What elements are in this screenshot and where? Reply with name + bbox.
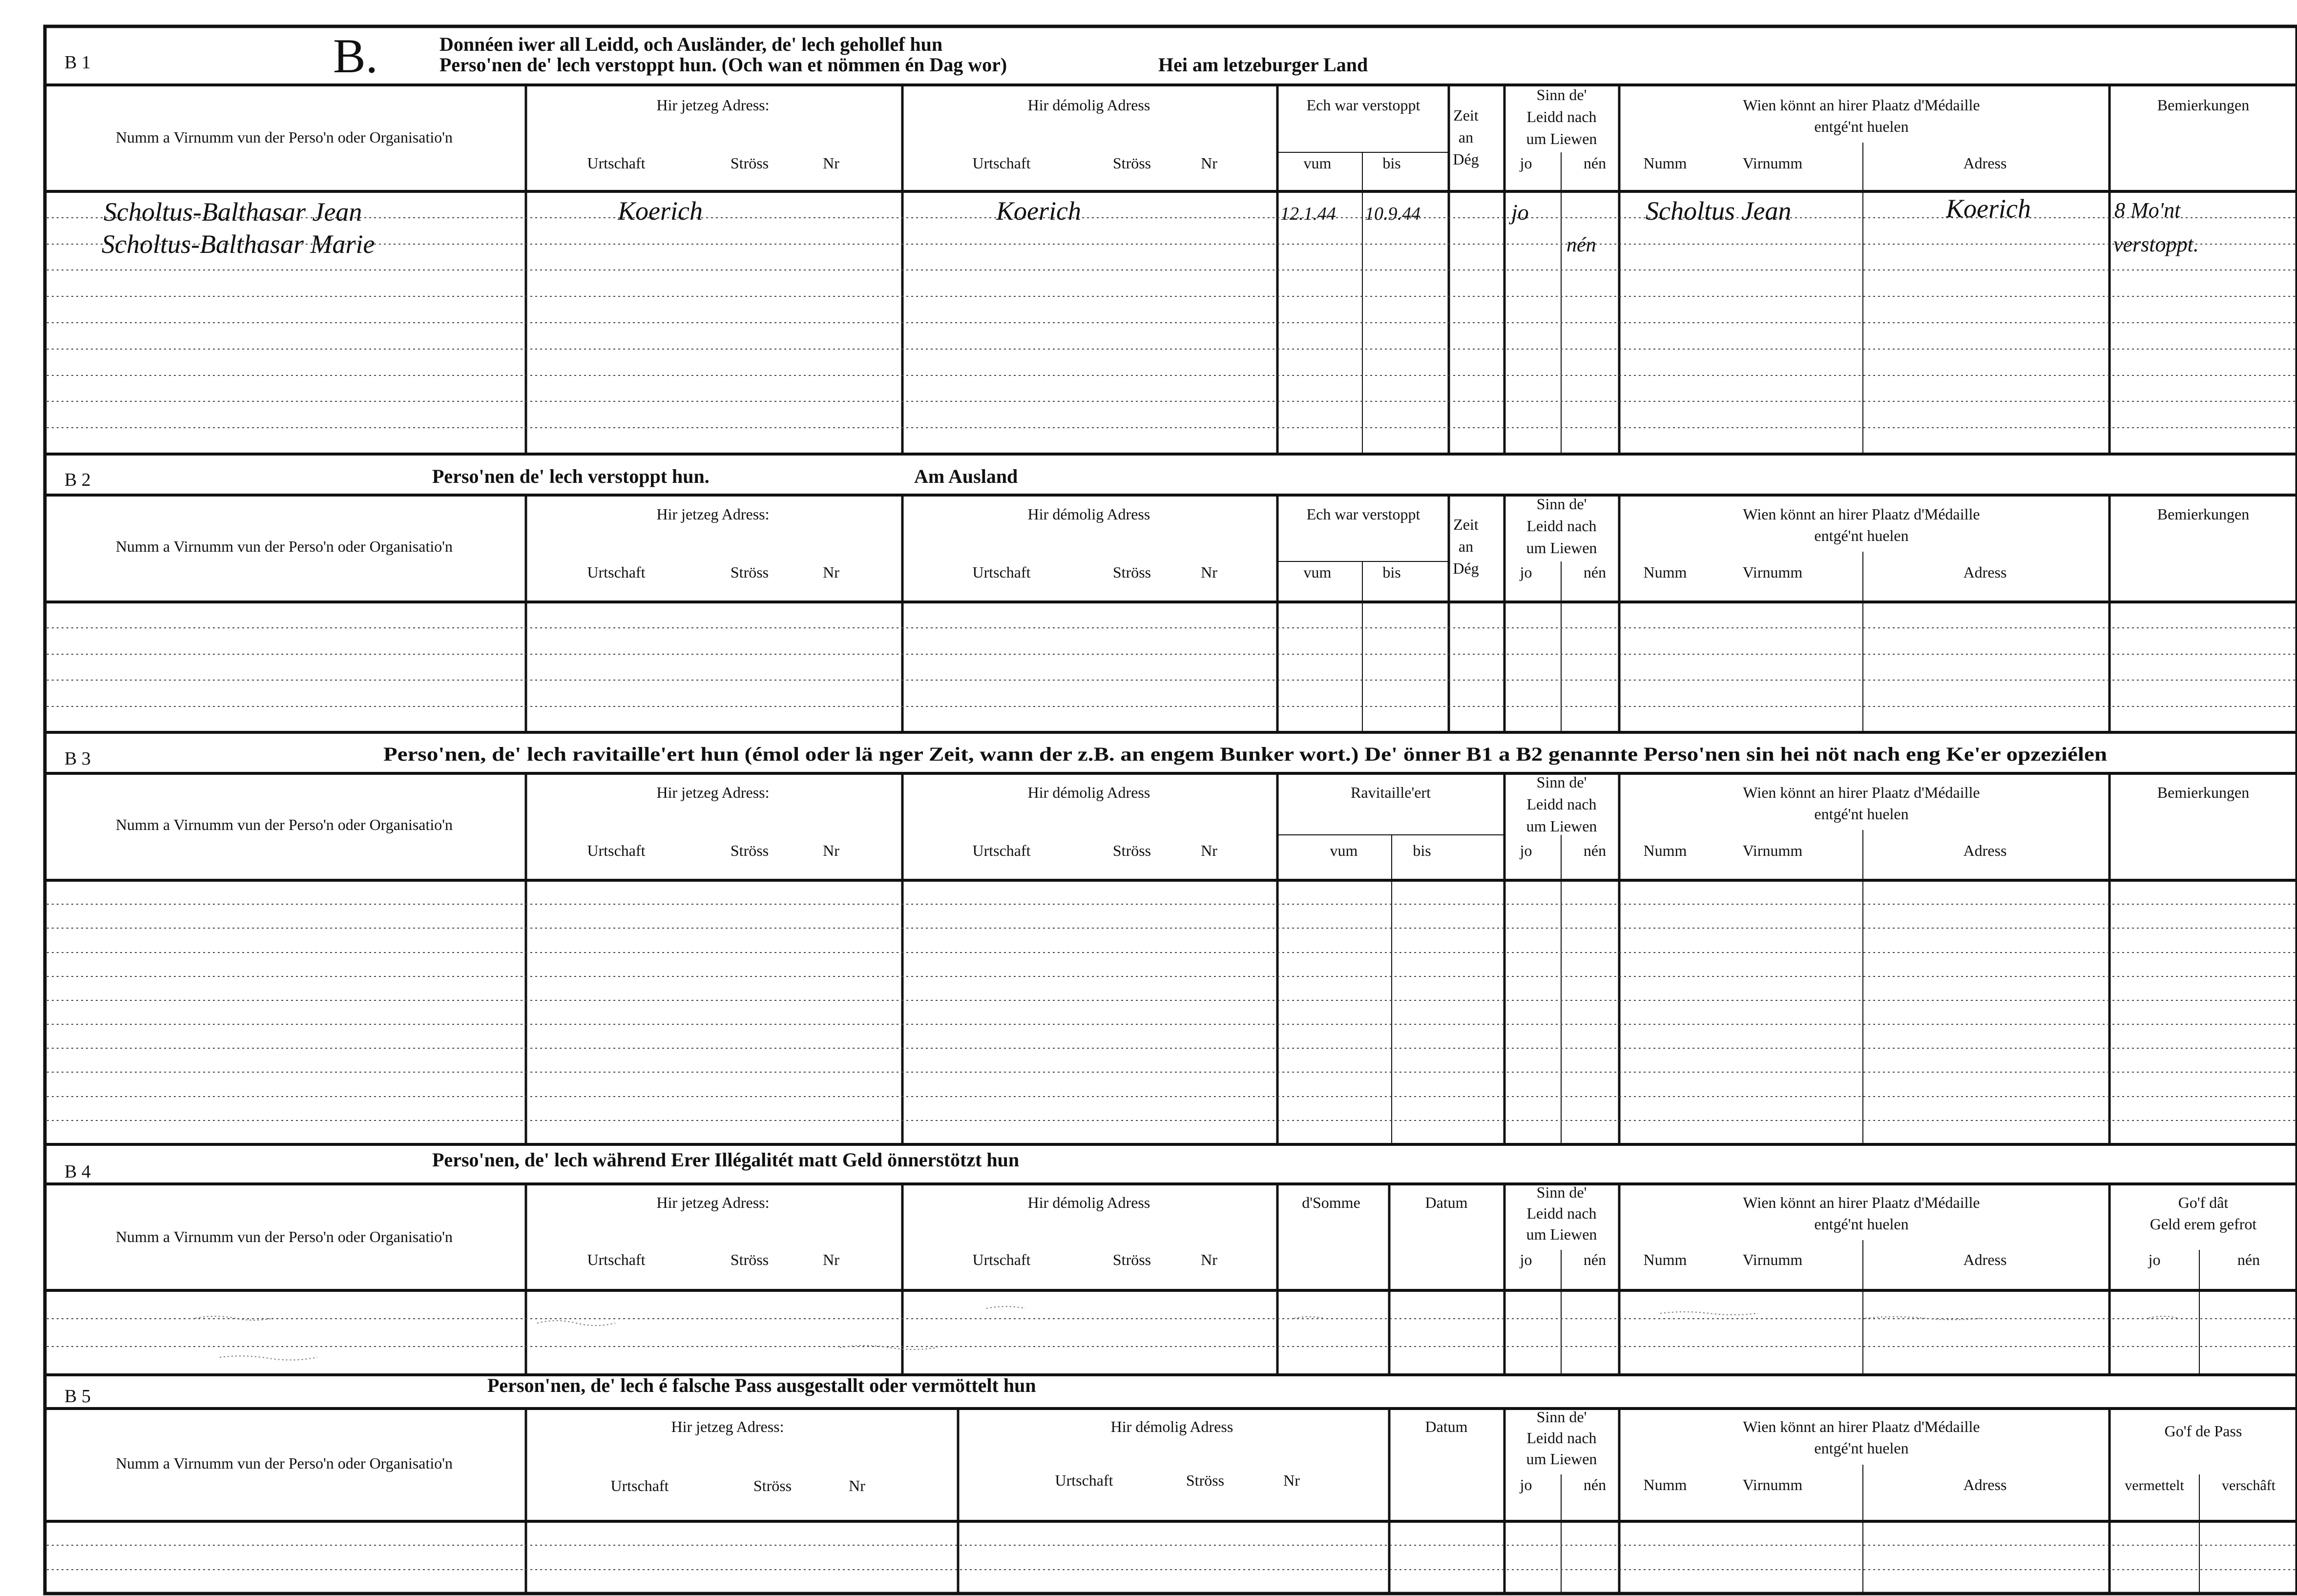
b5-h-former-street: Ströss [1186, 1472, 1225, 1489]
b5-h-no: nén [1583, 1476, 1607, 1493]
b1-h-former-nr: Nr [1201, 154, 1217, 172]
b1-entry-current-town: Koerich [618, 196, 703, 226]
b3-h-current-street: Ströss [730, 842, 769, 859]
b5-h-current-street: Ströss [753, 1477, 792, 1494]
b3-h-current-address: Hir jetzeg Adress: [656, 784, 770, 801]
b2-h-former-town: Urtschaft [972, 563, 1031, 581]
b2-h-alive-2: Leidd nach [1526, 517, 1597, 535]
b2-title-suffix: Am Ausland [914, 465, 1018, 487]
b1-h-days-3: Dég [1453, 150, 1479, 168]
b2-title: Perso'nen de' lech verstoppt hun. [432, 465, 710, 487]
b3-h-current-nr: Nr [823, 842, 839, 859]
b4-h-gift-yes: jo [2148, 1251, 2161, 1268]
b1-h-current-nr: Nr [823, 154, 839, 172]
b4-h-former-town: Urtschaft [972, 1251, 1031, 1268]
b1-h-alive-2: Leidd nach [1526, 108, 1597, 125]
b1-title-line2: Perso'nen de' lech verstoppt hun. (Och wan et nömmen én Dag wor) [439, 54, 1007, 76]
b1-h-medal-name: Numm [1643, 154, 1687, 172]
b1-entry-remarks-2: verstoppt. [2113, 232, 2199, 256]
b3-h-medal-1: Wien könnt an hirer Plaatz d'Médaille [1743, 784, 1980, 801]
b4-h-medal-1: Wien könnt an hirer Plaatz d'Médaille [1743, 1194, 1980, 1211]
b3-h-former-town: Urtschaft [972, 842, 1031, 859]
b5-h-pass-sold: verschâft [2222, 1477, 2276, 1493]
b5-h-medal-name: Numm [1643, 1476, 1687, 1493]
b2-h-alive-3: um Liewen [1526, 539, 1597, 557]
b5-h-medal-1: Wien könnt an hirer Plaatz d'Médaille [1743, 1418, 1980, 1435]
b4-h-name: Numm a Virnumm vun der Perso'n oder Organisatio'n [115, 1228, 453, 1245]
b2-h-medal-address: Adress [1963, 563, 2007, 581]
b3-h-current-town: Urtschaft [587, 842, 646, 859]
b4-h-medal-2: entgé'nt huelen [1814, 1215, 1909, 1233]
b1-h-hidden: Ech war verstoppt [1306, 96, 1420, 114]
b1-h-to: bis [1382, 154, 1401, 172]
b5-h-pass-mediated: vermettelt [2125, 1477, 2184, 1493]
b5-h-yes: jo [1520, 1476, 1532, 1493]
b1-entry-medal-name: Scholtus Jean [1646, 196, 1792, 226]
b4-h-medal-firstname: Virnumm [1742, 1251, 1803, 1268]
b1-h-former-town: Urtschaft [972, 154, 1031, 172]
b4-h-gift-no: nén [2237, 1251, 2260, 1268]
b1-h-medal-2: entgé'nt huelen [1814, 118, 1909, 135]
b5-h-former-town: Urtschaft [1055, 1472, 1113, 1489]
b2-h-yes: jo [1520, 563, 1532, 581]
b1-h-days-2: an [1458, 128, 1474, 146]
b1-title-line1: Donnéen iwer all Leidd, och Ausländer, de' lech gehollef hun [439, 33, 943, 55]
b5-h-date: Datum [1425, 1418, 1468, 1435]
b1-h-alive-1: Sinn de' [1536, 86, 1587, 104]
b3-h-former-address: Hir démolig Adress [1027, 784, 1150, 801]
b1-entry-name-2: Scholtus-Balthasar Marie [102, 229, 375, 259]
b1-h-medal-firstname: Virnumm [1742, 154, 1803, 172]
b1-h-remarks: Bemierkungen [2157, 96, 2250, 114]
b1-entry-from: 12.1.44 [1280, 204, 1336, 224]
b2-h-hidden: Ech war verstoppt [1306, 505, 1420, 523]
b4-h-alive-1: Sinn de' [1536, 1183, 1587, 1201]
b5-h-former-address: Hir démolig Adress [1110, 1418, 1233, 1435]
main-letter: B. [333, 29, 378, 83]
b1-h-alive-3: um Liewen [1526, 130, 1597, 147]
b3-h-alive-1: Sinn de' [1536, 773, 1587, 791]
b1-entry-alive-no: nén [1566, 234, 1596, 256]
b5-h-current-town: Urtschaft [610, 1477, 669, 1494]
b4-h-medal-address: Adress [1963, 1251, 2007, 1268]
b2-h-former-address: Hir démolig Adress [1027, 505, 1150, 523]
b1-h-former-address: Hir démolig Adress [1027, 96, 1150, 114]
b3-h-medal-address: Adress [1963, 842, 2007, 859]
b1-h-former-street: Ströss [1112, 154, 1151, 172]
b3-h-name: Numm a Virnumm vun der Perso'n oder Organisatio'n [115, 816, 453, 833]
b5-h-alive-1: Sinn de' [1536, 1408, 1587, 1426]
b2-h-days-1: Zeit [1453, 516, 1479, 533]
b2-h-days-3: Dég [1453, 560, 1479, 577]
b4-h-no: nén [1583, 1251, 1607, 1268]
b4-h-alive-3: um Liewen [1526, 1225, 1597, 1243]
b5-h-alive-3: um Liewen [1526, 1450, 1597, 1468]
b2-h-medal-firstname: Virnumm [1742, 563, 1803, 581]
b4-h-sum: d'Somme [1302, 1194, 1360, 1211]
b1-h-yes: jo [1520, 154, 1532, 172]
b2-h-current-town: Urtschaft [587, 563, 646, 581]
b2-h-former-street: Ströss [1112, 563, 1151, 581]
b3-h-yes: jo [1520, 842, 1532, 859]
b2-h-no: nén [1583, 563, 1607, 581]
b4-h-current-street: Ströss [730, 1251, 769, 1268]
b4-faint-marks [195, 1306, 2178, 1360]
b4-h-yes: jo [1520, 1251, 1532, 1268]
b5-h-name: Numm a Virnumm vun der Perso'n oder Organisatio'n [115, 1454, 453, 1472]
b3-code: B 3 [64, 748, 91, 769]
b5-title: Person'nen, de' lech é falsche Pass ausgestallt oder vermöttelt hun [487, 1374, 1036, 1396]
b3-h-medal-firstname: Virnumm [1742, 842, 1803, 859]
b1-entry-remarks-1: 8 Mo'nt [2114, 198, 2181, 222]
b2-h-current-address: Hir jetzeg Adress: [656, 505, 770, 523]
b1-h-medal-address: Adress [1963, 154, 2007, 172]
b1-h-no: nén [1583, 154, 1607, 172]
b1-entry-former-town: Koerich [996, 196, 1081, 226]
b2-h-medal-name: Numm [1643, 563, 1687, 581]
b4-h-former-nr: Nr [1201, 1251, 1217, 1268]
b4-title: Perso'nen, de' lech während Erer Illégalitét matt Geld önnerstötzt hun [432, 1149, 1020, 1171]
b1-entry-alive-yes: jo [1511, 200, 1529, 225]
b1-title-suffix: Hei am letzeburger Land [1158, 54, 1368, 76]
b2-h-remarks: Bemierkungen [2157, 505, 2250, 523]
b1-h-current-street: Ströss [730, 154, 769, 172]
b2-code: B 2 [64, 470, 91, 490]
b4-code: B 4 [64, 1161, 91, 1182]
b2-h-to: bis [1382, 563, 1401, 581]
b2-h-current-street: Ströss [730, 563, 769, 581]
b5-h-current-address: Hir jetzeg Adress: [671, 1418, 784, 1435]
b1-entry-medal-address: Koerich [1946, 194, 2031, 223]
b4-h-medal-name: Numm [1643, 1251, 1687, 1268]
b5-h-medal-address: Adress [1963, 1476, 2007, 1493]
b3-h-no: nén [1583, 842, 1607, 859]
b4-h-current-town: Urtschaft [587, 1251, 646, 1268]
b5-h-medal-firstname: Virnumm [1742, 1476, 1803, 1493]
b3-h-from: vum [1330, 842, 1358, 859]
b1-h-current-town: Urtschaft [587, 154, 646, 172]
b5-h-pass-1: Go'f de Pass [2164, 1422, 2242, 1440]
b1-h-medal-1: Wien könnt an hirer Plaatz d'Médaille [1743, 96, 1980, 114]
b5-h-medal-2: entgé'nt huelen [1814, 1439, 1909, 1457]
outer-frame [45, 26, 2297, 1594]
b2-h-current-nr: Nr [823, 563, 839, 581]
b4-h-gift-2: Geld erem gefrot [2150, 1215, 2257, 1233]
b5-h-alive-2: Leidd nach [1526, 1429, 1597, 1447]
b3-h-former-nr: Nr [1201, 842, 1217, 859]
b4-h-current-nr: Nr [823, 1251, 839, 1268]
b3-h-alive-2: Leidd nach [1526, 795, 1597, 813]
b1-code: B 1 [64, 52, 91, 73]
b5-h-former-nr: Nr [1283, 1472, 1300, 1489]
b4-h-former-street: Ströss [1112, 1251, 1151, 1268]
b4-h-alive-2: Leidd nach [1526, 1204, 1597, 1222]
b3-h-to: bis [1413, 842, 1431, 859]
b3-h-former-street: Ströss [1112, 842, 1151, 859]
b2-h-alive-1: Sinn de' [1536, 495, 1587, 513]
b3-title: Perso'nen, de' lech ravitaille'ert hun (émol oder lä nger Zeit, wann der z.B. an engem Bunker wort.) De' önner B1 a B2 genannte Perso'nen sin hei nöt nach eng Ke'er opzeziélen [383, 743, 2107, 765]
b3-h-alive-3: um Liewen [1526, 817, 1597, 835]
b2-h-from: vum [1303, 563, 1332, 581]
b4-h-date: Datum [1425, 1194, 1468, 1211]
b2-h-former-nr: Nr [1201, 563, 1217, 581]
b1-h-name: Numm a Virnumm vun der Perso'n oder Organisatio'n [115, 128, 453, 146]
b4-h-gift-1: Go'f dât [2178, 1194, 2229, 1211]
b1-h-current-address: Hir jetzeg Adress: [656, 96, 770, 114]
b2-h-medal-1: Wien könnt an hirer Plaatz d'Médaille [1743, 505, 1980, 523]
b5-h-current-nr: Nr [849, 1477, 865, 1494]
b3-h-medal-name: Numm [1643, 842, 1687, 859]
b3-h-medal-2: entgé'nt huelen [1814, 805, 1909, 823]
b3-h-remarks: Bemierkungen [2157, 784, 2250, 801]
b2-h-days-2: an [1458, 538, 1474, 555]
b2-h-medal-2: entgé'nt huelen [1814, 527, 1909, 544]
b2-h-name: Numm a Virnumm vun der Perso'n oder Organisatio'n [115, 538, 453, 555]
b1-entry-to: 10.9.44 [1365, 204, 1420, 224]
b4-h-former-address: Hir démolig Adress [1027, 1194, 1150, 1211]
b1-entry-name-1: Scholtus-Balthasar Jean [104, 197, 362, 227]
b4-h-current-address: Hir jetzeg Adress: [656, 1194, 770, 1211]
b5-code: B 5 [64, 1386, 91, 1407]
b1-h-from: vum [1303, 154, 1332, 172]
b1-h-days-1: Zeit [1453, 106, 1479, 124]
b3-h-supplied: Ravitaille'ert [1351, 784, 1431, 801]
